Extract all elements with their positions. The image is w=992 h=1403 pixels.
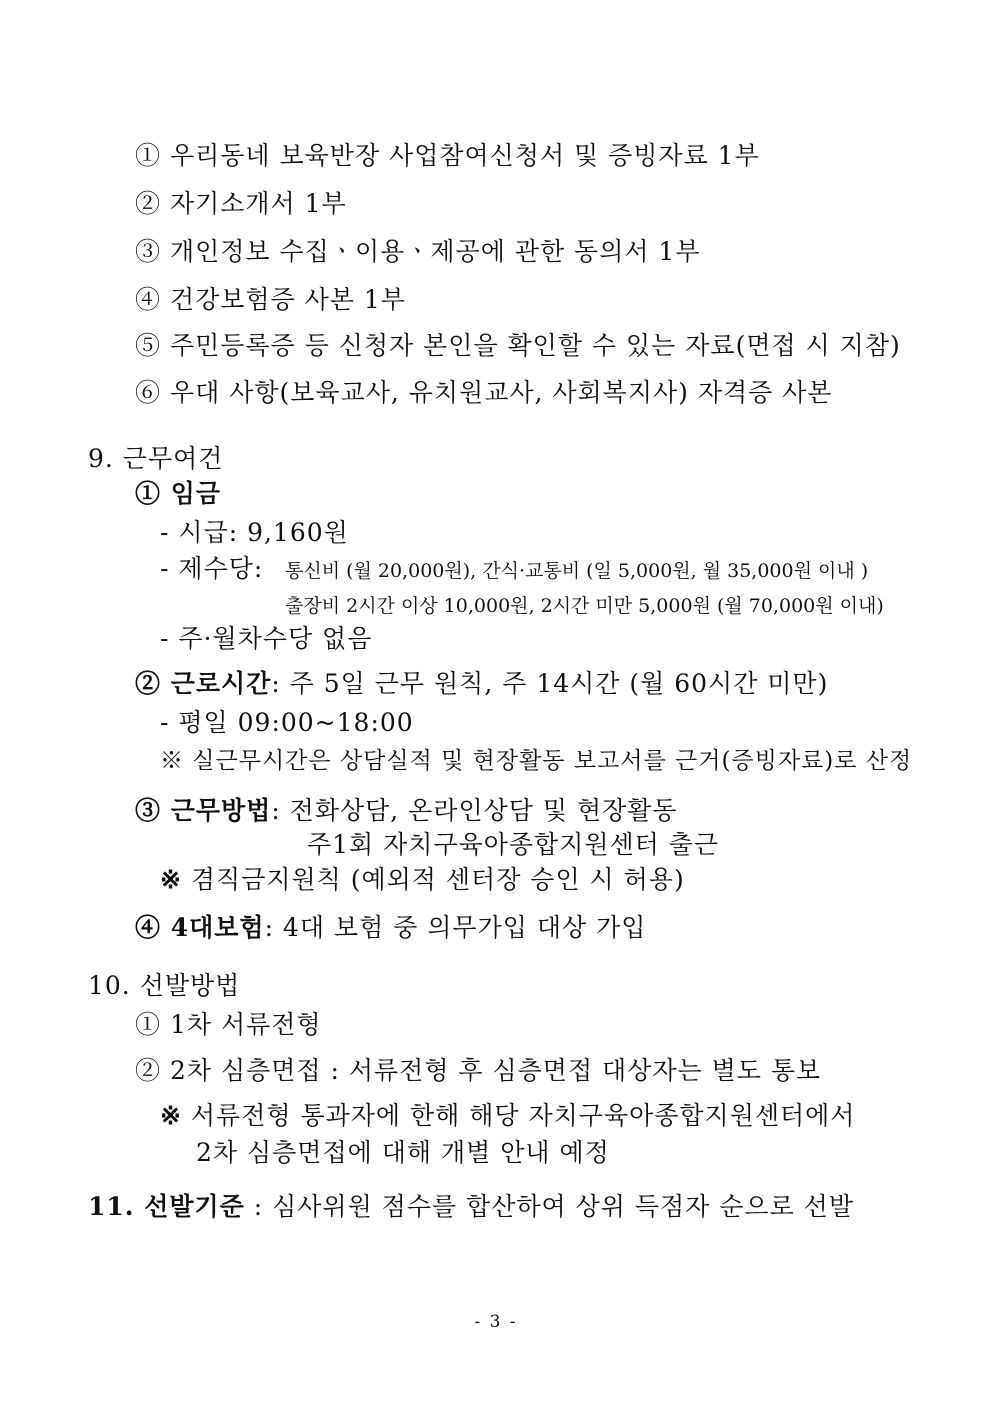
insurance-text: : 4대 보험 중 의무가입 대상 가입 <box>264 913 647 942</box>
insurance-title: ④ 4대보험 <box>135 913 265 942</box>
section-11-heading: 11. 선발기준 <box>88 1192 245 1221</box>
method-line <box>135 795 678 827</box>
allowance-line-1: 통신비 (월 20,000원), 간식·교통비 (일 5,000원, 월 35,000원 이내 ) <box>285 560 869 582</box>
selection-step-1: ① 1차 서류전형 <box>135 1010 322 1039</box>
hours-note: ※ 실근무시간은 상담실적 및 현장활동 보고서를 근거(증빙자료)로 산정 <box>160 748 913 774</box>
attachment-item-2: ② 자기소개서 1부 <box>135 189 347 218</box>
insurance-line <box>135 912 646 944</box>
attachment-item-6: ⑥ 우대 사항(보육교사, 유치원교사, 사회복지사) 자격증 사본 <box>135 378 833 407</box>
allowance-label: - 제수당: <box>160 554 264 583</box>
selection-step-2: ② 2차 심층면접 : 서류전형 후 심층면접 대상자는 별도 통보 <box>135 1056 822 1085</box>
selection-note-line-1 <box>160 1100 855 1132</box>
page-number: - 3 - <box>474 1312 518 1332</box>
allowance-line-2: 출장비 2시간 이상 10,000원, 2시간 미만 5,000원 (월 70,000원 이내) <box>285 595 884 617</box>
attachment-item-4: ④ 건강보험증 사본 1부 <box>135 285 406 314</box>
method-title: ③ 근무방법 <box>135 796 272 825</box>
selection-note-2: 2차 심층면접에 대해 개별 안내 예정 <box>196 1138 610 1167</box>
wage-title: ① 임금 <box>135 479 222 508</box>
section-10-heading: 10. 선발방법 <box>88 971 241 1000</box>
hours-line <box>135 668 828 700</box>
method-text-2: 주1회 자치구육아종합지원센터 출근 <box>307 830 720 859</box>
hours-text: : 주 5일 근무 원칙, 주 14시간 (월 60시간 미만) <box>271 669 829 698</box>
hourly-wage: - 시급: 9,160원 <box>160 518 349 547</box>
method-note-line <box>160 864 685 896</box>
hours-title: ② 근로시간 <box>135 669 272 698</box>
attachment-item-1: ① 우리동네 보육반장 사업참여신청서 및 증빙자료 1부 <box>135 141 760 170</box>
weekly-allowance: - 주·월차수당 없음 <box>160 624 373 653</box>
attachment-item-5: ⑤ 주민등록증 등 신청자 본인을 확인할 수 있는 자료(면접 시 지참) <box>135 331 901 360</box>
method-text: : 전화상담, 온라인상담 및 현장활동 <box>271 796 678 825</box>
section-9-heading: 9. 근무여건 <box>88 444 224 473</box>
note-mark: ※ <box>160 1101 182 1130</box>
weekday-hours: - 평일 09:00~18:00 <box>160 708 414 737</box>
section-11-text: : 심사위원 점수를 합산하여 상위 득점자 순으로 선발 <box>253 1192 854 1221</box>
note-mark: ※ <box>160 865 182 894</box>
section-11-line <box>88 1191 854 1223</box>
selection-note-1: 서류전형 통과자에 한해 해당 자치구육아종합지원센터에서 <box>190 1101 856 1130</box>
method-note: 겸직금지원칙 (예외적 센터장 승인 시 허용) <box>190 865 685 894</box>
attachment-item-3: ③ 개인정보 수집ㆍ이용ㆍ제공에 관한 동의서 1부 <box>135 237 701 266</box>
